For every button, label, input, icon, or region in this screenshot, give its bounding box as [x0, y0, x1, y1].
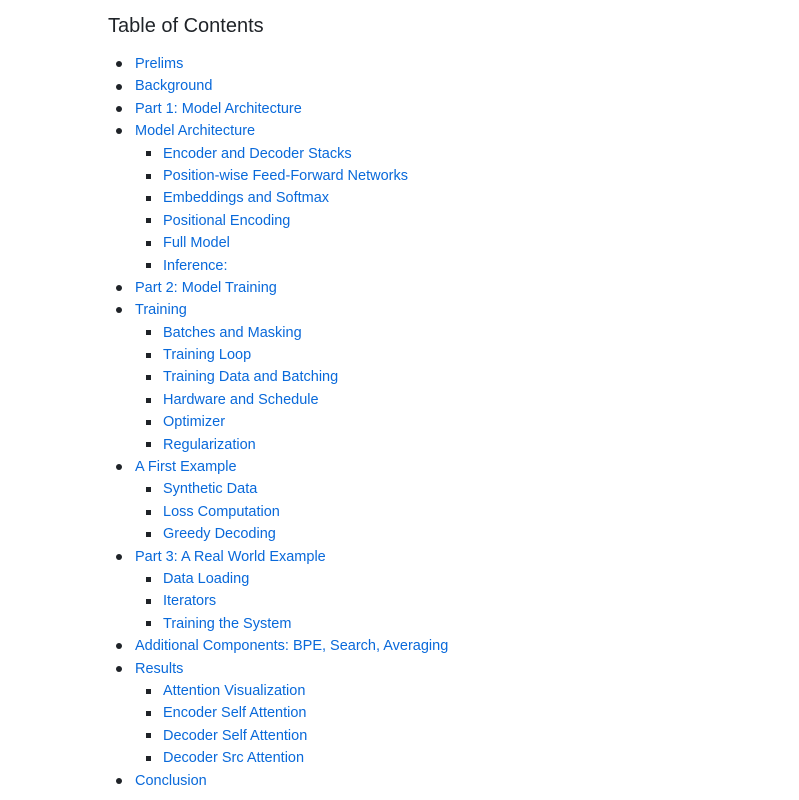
toc-subitem-row	[108, 165, 788, 187]
toc-subitem-row	[108, 613, 788, 635]
toc-item	[108, 546, 788, 636]
disc-bullet-icon	[116, 554, 122, 560]
toc-sublink[interactable]: Hardware and Schedule	[163, 391, 319, 408]
toc-item	[108, 98, 788, 120]
toc-sublink[interactable]: Decoder Self Attention	[163, 727, 308, 744]
square-bullet-icon	[146, 151, 151, 156]
toc-sublink[interactable]: Data Loading	[163, 570, 250, 587]
toc-item	[108, 770, 788, 792]
square-bullet-icon	[146, 375, 151, 380]
toc-sublist	[108, 143, 788, 277]
toc-link[interactable]: Part 3: A Real World Example	[135, 548, 326, 565]
toc-item-row	[108, 98, 788, 120]
disc-bullet-icon	[116, 84, 122, 90]
toc-item	[108, 120, 788, 277]
disc-bullet-icon	[116, 307, 122, 313]
toc-link[interactable]: Prelims	[135, 56, 184, 72]
square-bullet-icon	[146, 330, 151, 335]
toc-subitem	[108, 747, 788, 769]
square-bullet-icon	[146, 353, 151, 358]
toc-item-row	[108, 546, 788, 568]
toc-subitem-row	[108, 523, 788, 545]
toc-subitem-row	[108, 568, 788, 590]
toc-sublink[interactable]: Iterators	[163, 593, 217, 610]
toc-sublink[interactable]: Attention Visualization	[163, 682, 306, 699]
toc-subitem-row	[108, 322, 788, 344]
toc-sublink[interactable]: Loss Computation	[163, 503, 280, 520]
disc-bullet-icon	[116, 643, 122, 649]
toc-link[interactable]: Results	[135, 660, 184, 677]
toc-sublink[interactable]: Training Loop	[163, 347, 252, 364]
toc-sublink[interactable]: Batches and Masking	[163, 324, 302, 341]
toc-item	[108, 658, 788, 770]
toc-subitem-row	[108, 389, 788, 411]
toc-sublink[interactable]: Greedy Decoding	[163, 526, 276, 543]
disc-bullet-icon	[116, 128, 122, 134]
toc-subitem-row	[108, 725, 788, 747]
square-bullet-icon	[146, 599, 151, 604]
toc-link[interactable]: Part 1: Model Architecture	[135, 100, 302, 117]
toc-subitem-row	[108, 411, 788, 433]
toc-item	[108, 299, 788, 456]
square-bullet-icon	[146, 218, 151, 223]
toc-item-row	[108, 299, 788, 321]
disc-bullet-icon	[116, 106, 122, 112]
toc-subitem-row	[108, 143, 788, 165]
toc-item	[108, 75, 788, 97]
square-bullet-icon	[146, 174, 151, 179]
square-bullet-icon	[146, 532, 151, 537]
toc-subitem	[108, 568, 788, 590]
toc-subitem	[108, 322, 788, 344]
toc-subitem	[108, 725, 788, 747]
toc-subitem	[108, 613, 788, 635]
toc-item-row	[108, 658, 788, 680]
square-bullet-icon	[146, 442, 151, 447]
square-bullet-icon	[146, 756, 151, 761]
toc-link[interactable]: Part 2: Model Training	[135, 279, 277, 296]
square-bullet-icon	[146, 689, 151, 694]
toc-subitem-row	[108, 434, 788, 456]
toc-subitem-row	[108, 210, 788, 232]
toc-subitem	[108, 590, 788, 612]
toc-link[interactable]: Model Architecture	[135, 123, 256, 140]
toc-item-row	[108, 277, 788, 299]
toc-subitem-row	[108, 590, 788, 612]
toc-item	[108, 635, 788, 657]
toc-item	[108, 53, 788, 75]
toc-subitem	[108, 434, 788, 456]
toc-subitem-row	[108, 702, 788, 724]
square-bullet-icon	[146, 241, 151, 246]
toc-item-row	[108, 75, 788, 97]
toc-subitem	[108, 501, 788, 523]
square-bullet-icon	[146, 487, 151, 492]
disc-bullet-icon	[116, 464, 122, 470]
toc-item-row	[108, 53, 788, 75]
toc-sublink[interactable]: Position-wise Feed-Forward Networks	[163, 167, 408, 184]
toc-sublink[interactable]: Inference:	[163, 257, 228, 274]
toc-item-row	[108, 635, 788, 657]
toc-sublink[interactable]: Encoder Self Attention	[163, 705, 307, 722]
table-of-contents	[108, 12, 788, 792]
toc-subitem	[108, 702, 788, 724]
toc-item	[108, 277, 788, 299]
toc-subitem	[108, 165, 788, 187]
toc-list	[108, 53, 788, 792]
toc-sublink[interactable]: Synthetic Data	[163, 481, 258, 498]
toc-sublink[interactable]: Encoder and Decoder Stacks	[163, 145, 352, 162]
toc-subitem-row	[108, 344, 788, 366]
toc-subitem	[108, 478, 788, 500]
toc-subitem-row	[108, 501, 788, 523]
toc-sublist	[108, 568, 788, 635]
toc-subitem	[108, 232, 788, 254]
square-bullet-icon	[146, 398, 151, 403]
disc-bullet-icon	[116, 666, 122, 672]
toc-item-row	[108, 770, 788, 792]
toc-link[interactable]: Additional Components: BPE, Search, Averaging	[135, 638, 449, 655]
square-bullet-icon	[146, 577, 151, 582]
toc-subitem	[108, 255, 788, 277]
toc-subitem	[108, 523, 788, 545]
toc-subitem	[108, 680, 788, 702]
toc-subitem-row	[108, 478, 788, 500]
toc-subitem	[108, 187, 788, 209]
square-bullet-icon	[146, 196, 151, 201]
square-bullet-icon	[146, 510, 151, 515]
toc-sublink[interactable]: Training the System	[163, 615, 292, 632]
toc-subitem	[108, 143, 788, 165]
toc-sublist	[108, 322, 788, 456]
toc-sublink[interactable]: Regularization	[163, 436, 256, 453]
toc-subitem	[108, 366, 788, 388]
toc-link[interactable]: Background	[135, 78, 213, 95]
toc-sublink[interactable]: Optimizer	[163, 414, 226, 431]
toc-subitem-row	[108, 232, 788, 254]
square-bullet-icon	[146, 621, 151, 626]
toc-item-row	[108, 120, 788, 142]
disc-bullet-icon	[116, 61, 122, 67]
toc-item-row	[108, 456, 788, 478]
toc-subitem	[108, 411, 788, 433]
toc-subitem-row	[108, 680, 788, 702]
toc-item	[108, 456, 788, 546]
toc-subitem-row	[108, 255, 788, 277]
square-bullet-icon	[146, 263, 151, 268]
toc-subitem-row	[108, 366, 788, 388]
square-bullet-icon	[146, 711, 151, 716]
toc-subitem	[108, 210, 788, 232]
toc-sublist	[108, 680, 788, 770]
toc-sublink[interactable]: Decoder Src Attention	[163, 750, 305, 767]
toc-link[interactable]: Conclusion	[135, 772, 207, 789]
toc-sublist	[108, 478, 788, 545]
toc-link[interactable]: Training	[135, 302, 187, 319]
toc-subitem	[108, 344, 788, 366]
toc-link[interactable]: A First Example	[135, 459, 237, 476]
toc-sublink[interactable]: Embeddings and Softmax	[163, 190, 330, 207]
disc-bullet-icon	[116, 285, 122, 291]
toc-sublink[interactable]: Training Data and Batching	[163, 369, 339, 386]
square-bullet-icon	[146, 420, 151, 425]
toc-sublink[interactable]: Positional Encoding	[163, 212, 291, 229]
toc-subitem-row	[108, 747, 788, 769]
toc-sublink[interactable]: Full Model	[163, 235, 230, 252]
toc-title: Table of Contents	[108, 15, 264, 37]
toc-subitem	[108, 389, 788, 411]
disc-bullet-icon	[116, 778, 122, 784]
square-bullet-icon	[146, 733, 151, 738]
toc-subitem-row	[108, 187, 788, 209]
